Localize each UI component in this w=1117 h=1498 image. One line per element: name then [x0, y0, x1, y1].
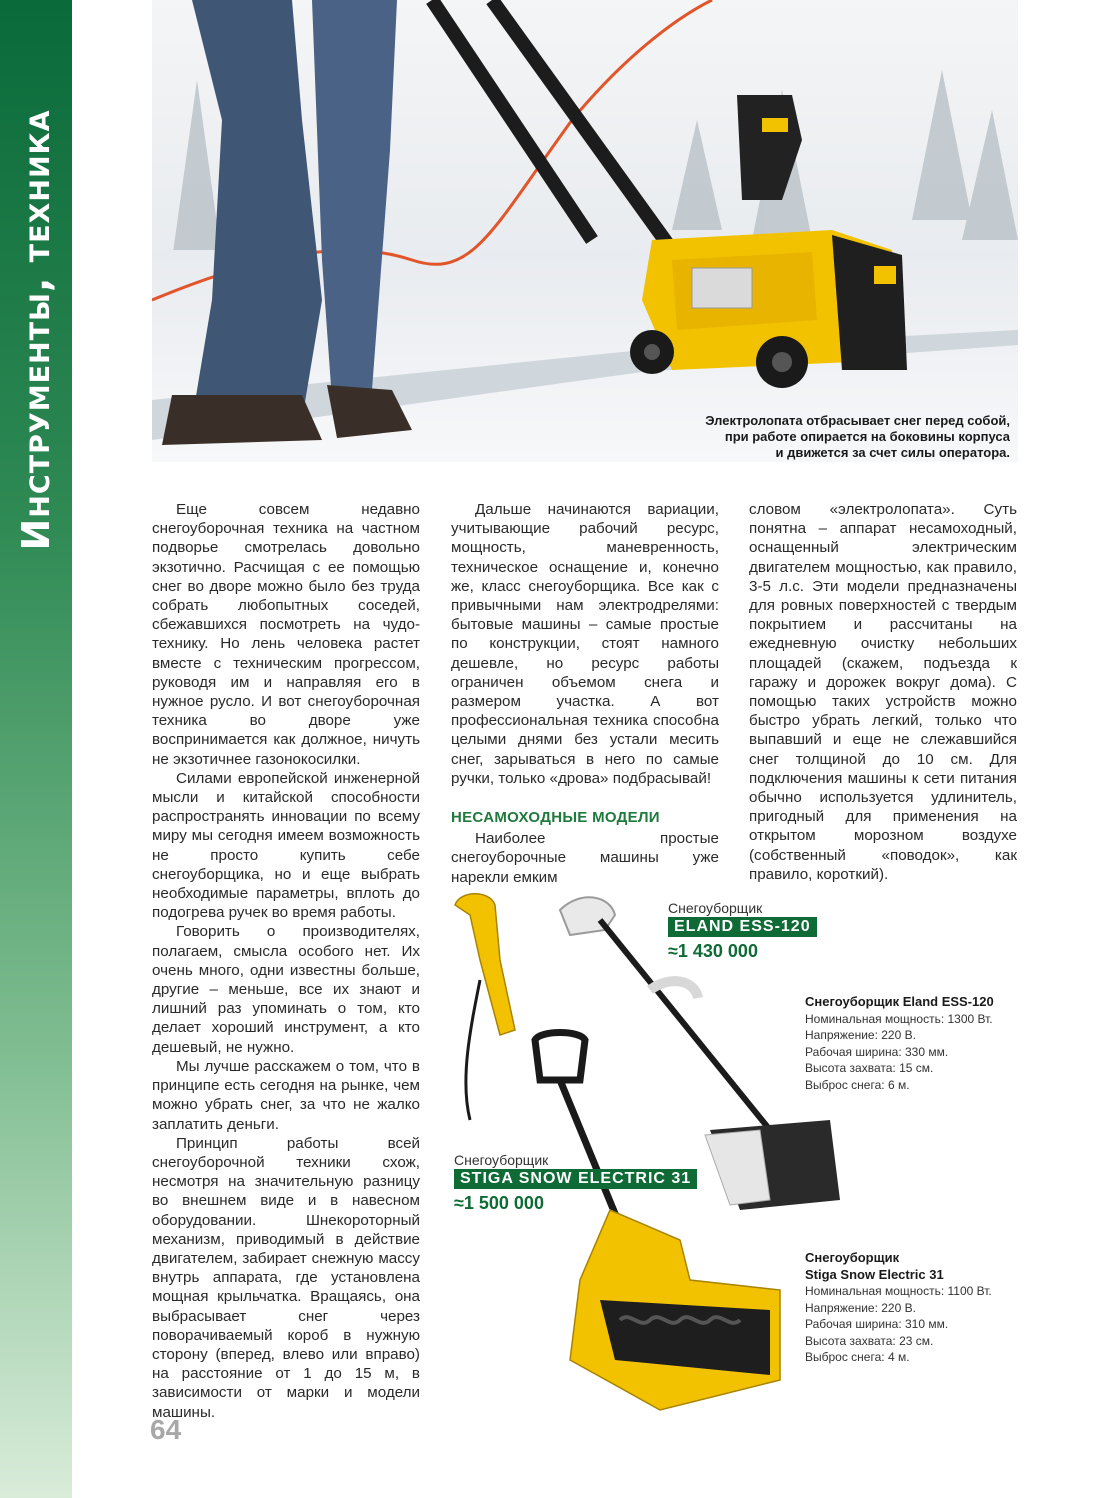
price-tag-kind: Снегоуборщик: [454, 1152, 549, 1168]
spec-line: Выброс снега: 4 м.: [805, 1350, 910, 1364]
spec-line: Номинальная мощность: 1300 Вт.: [805, 1011, 993, 1026]
spec-line: Выброс снега: 6 м.: [805, 1077, 910, 1092]
hero-caption-line: Электролопата отбрасывает снег перед собой,: [705, 413, 1010, 428]
spec-line: Рабочая ширина: 310 мм.: [805, 1317, 949, 1331]
spec-line: Высота захвата: 15 см.: [805, 1061, 934, 1075]
paragraph: Еще совсем недавно снегоуборочная техника на частном подворье смотрелась довольно экзотично. Расчищая с ее помощью снег во дворе можно было без труда собрать любопытных соседей, сбежавшихся посмотреть на чудо-технику. Но лень человека растет вместе с техническим прогрессом, руководя им и направляя его в нужное русло. И вот снегоуборочная техника во дворе уже воспринимается как должное, ничуть не экзотичнее газонокосилки.: [152, 501, 420, 768]
price-tag-model: STIGA SNOW ELECTRIC 31: [454, 1169, 697, 1189]
article-column-2: [451, 500, 719, 887]
hero-photo: [152, 0, 1018, 462]
price-tag-eland: [668, 900, 817, 962]
specs-eland: [805, 994, 1015, 1093]
spec-title: Снегоуборщик Eland ESS-120: [805, 994, 994, 1009]
spec-line: Номинальная мощность: 1100 Вт.: [805, 1284, 992, 1298]
article-column-3: [749, 500, 1017, 884]
paragraph: Силами европейской инженерной мысли и китайской способности распространять инновации по всему миру мы сегодня имеем возможность не просто купить себе снегоуборщика, но и еще выбрать необходимые параметры, вплоть до подогрева ручек во время работы.: [152, 769, 420, 922]
spec-line: Напряжение: 220 В.: [805, 1028, 916, 1042]
article-column-1: [152, 500, 420, 1422]
paragraph: Говорить о производителях, полагаем, смысла особого нет. Их очень много, одни известны больше, другие – меньше, все их знают и лишний раз упоминать о том, кто делает хороший инструмент, а кто дешевый, не нужно.: [152, 923, 420, 1056]
specs-stiga: [805, 1250, 1015, 1366]
spec-line: Высота захвата: 23 см.: [805, 1333, 934, 1348]
snowblower-photo-illustration: [152, 0, 1018, 462]
price-tag-price: ≈1 430 000: [668, 941, 758, 961]
price-tag-stiga: [454, 1152, 697, 1214]
products-illustration: [440, 880, 860, 1420]
paragraph: Мы лучше расскажем о том, что в принципе есть сегодня на рынке, чем можно убрать снег, за что не жалко заплатить деньги.: [152, 1057, 420, 1133]
paragraph: Дальше начинаются вариации, учитывающие рабочий ресурс, мощность, маневренность, техническое оснащение и, конечно же, класс снегоуборщика. Все как с привычными нам электродрелями: бытовые машины – самые простые по конструкции, стоят намного дешевле, но ресурс работы ограничен объемом снега и размером участка. А вот профессиональная техника способна целыми днями без устали месить снег, зарываться в него по самые ручки, только «дрова» подбрасывай!: [451, 501, 719, 787]
section-heading: НЕСАМОХОДНЫЕ МОДЕЛИ: [451, 809, 660, 827]
price-tag-price: ≈1 500 000: [454, 1193, 544, 1213]
price-tag-model: ELAND ESS-120: [668, 917, 817, 937]
paragraph: Принцип работы всей снегоуборочной техники схож, несмотря на значительную разницу во внешнем виде и в навесном оборудовании. Шнекороторный механизм, приводимый в действие двигателем, забирает снежную массу внутрь аппарата, где установлена мощная крыльчатка. Вращаясь, она выбрасывает снег через поворачиваемый короб в нужную сторону (вперед, влево или вправо) на расстояние от 1 до 15 м, в зависимости от марки и модели машины.: [152, 1134, 420, 1421]
paragraph: Наиболее простые снегоуборочные машины уже нарекли емким: [451, 830, 719, 886]
hero-caption-line: и движется за счет силы оператора.: [775, 445, 1010, 460]
section-side-bar: [0, 0, 72, 1498]
spec-title: Снегоуборщик: [805, 1250, 900, 1265]
hero-caption: [590, 413, 1010, 461]
page-number: 64: [150, 1414, 182, 1445]
spec-line: Напряжение: 220 В.: [805, 1300, 916, 1315]
section-label: Инструменты, техника: [14, 109, 58, 551]
paragraph: словом «электролопата». Суть понятна – аппарат несамоходный, оснащенный электрическим двигателем мощностью, как правило, 3-5 л.с. Эти модели предназначены для ровных поверхностей с твердым покрытием и рассчитаны на ежедневную очистку небольших площадей (скажем, подъезда к гаражу и дорожек вокруг дома). С помощью таких устройств можно быстро убрать легкий, только что выпавший и еще не слежавшийся снег толщиной до 10 см. Для подключения машины к сети питания обычно используется удлинитель, пригодный для применения на открытом морозном воздухе (собственный «поводок», как правило, короткий).: [749, 501, 1017, 883]
spec-title: Stiga Snow Electric 31: [805, 1266, 944, 1282]
spec-line: Рабочая ширина: 330 мм.: [805, 1044, 949, 1059]
hero-caption-line: при работе опирается на боковины корпуса: [724, 429, 1010, 444]
price-tag-kind: Снегоуборщик: [668, 900, 763, 916]
